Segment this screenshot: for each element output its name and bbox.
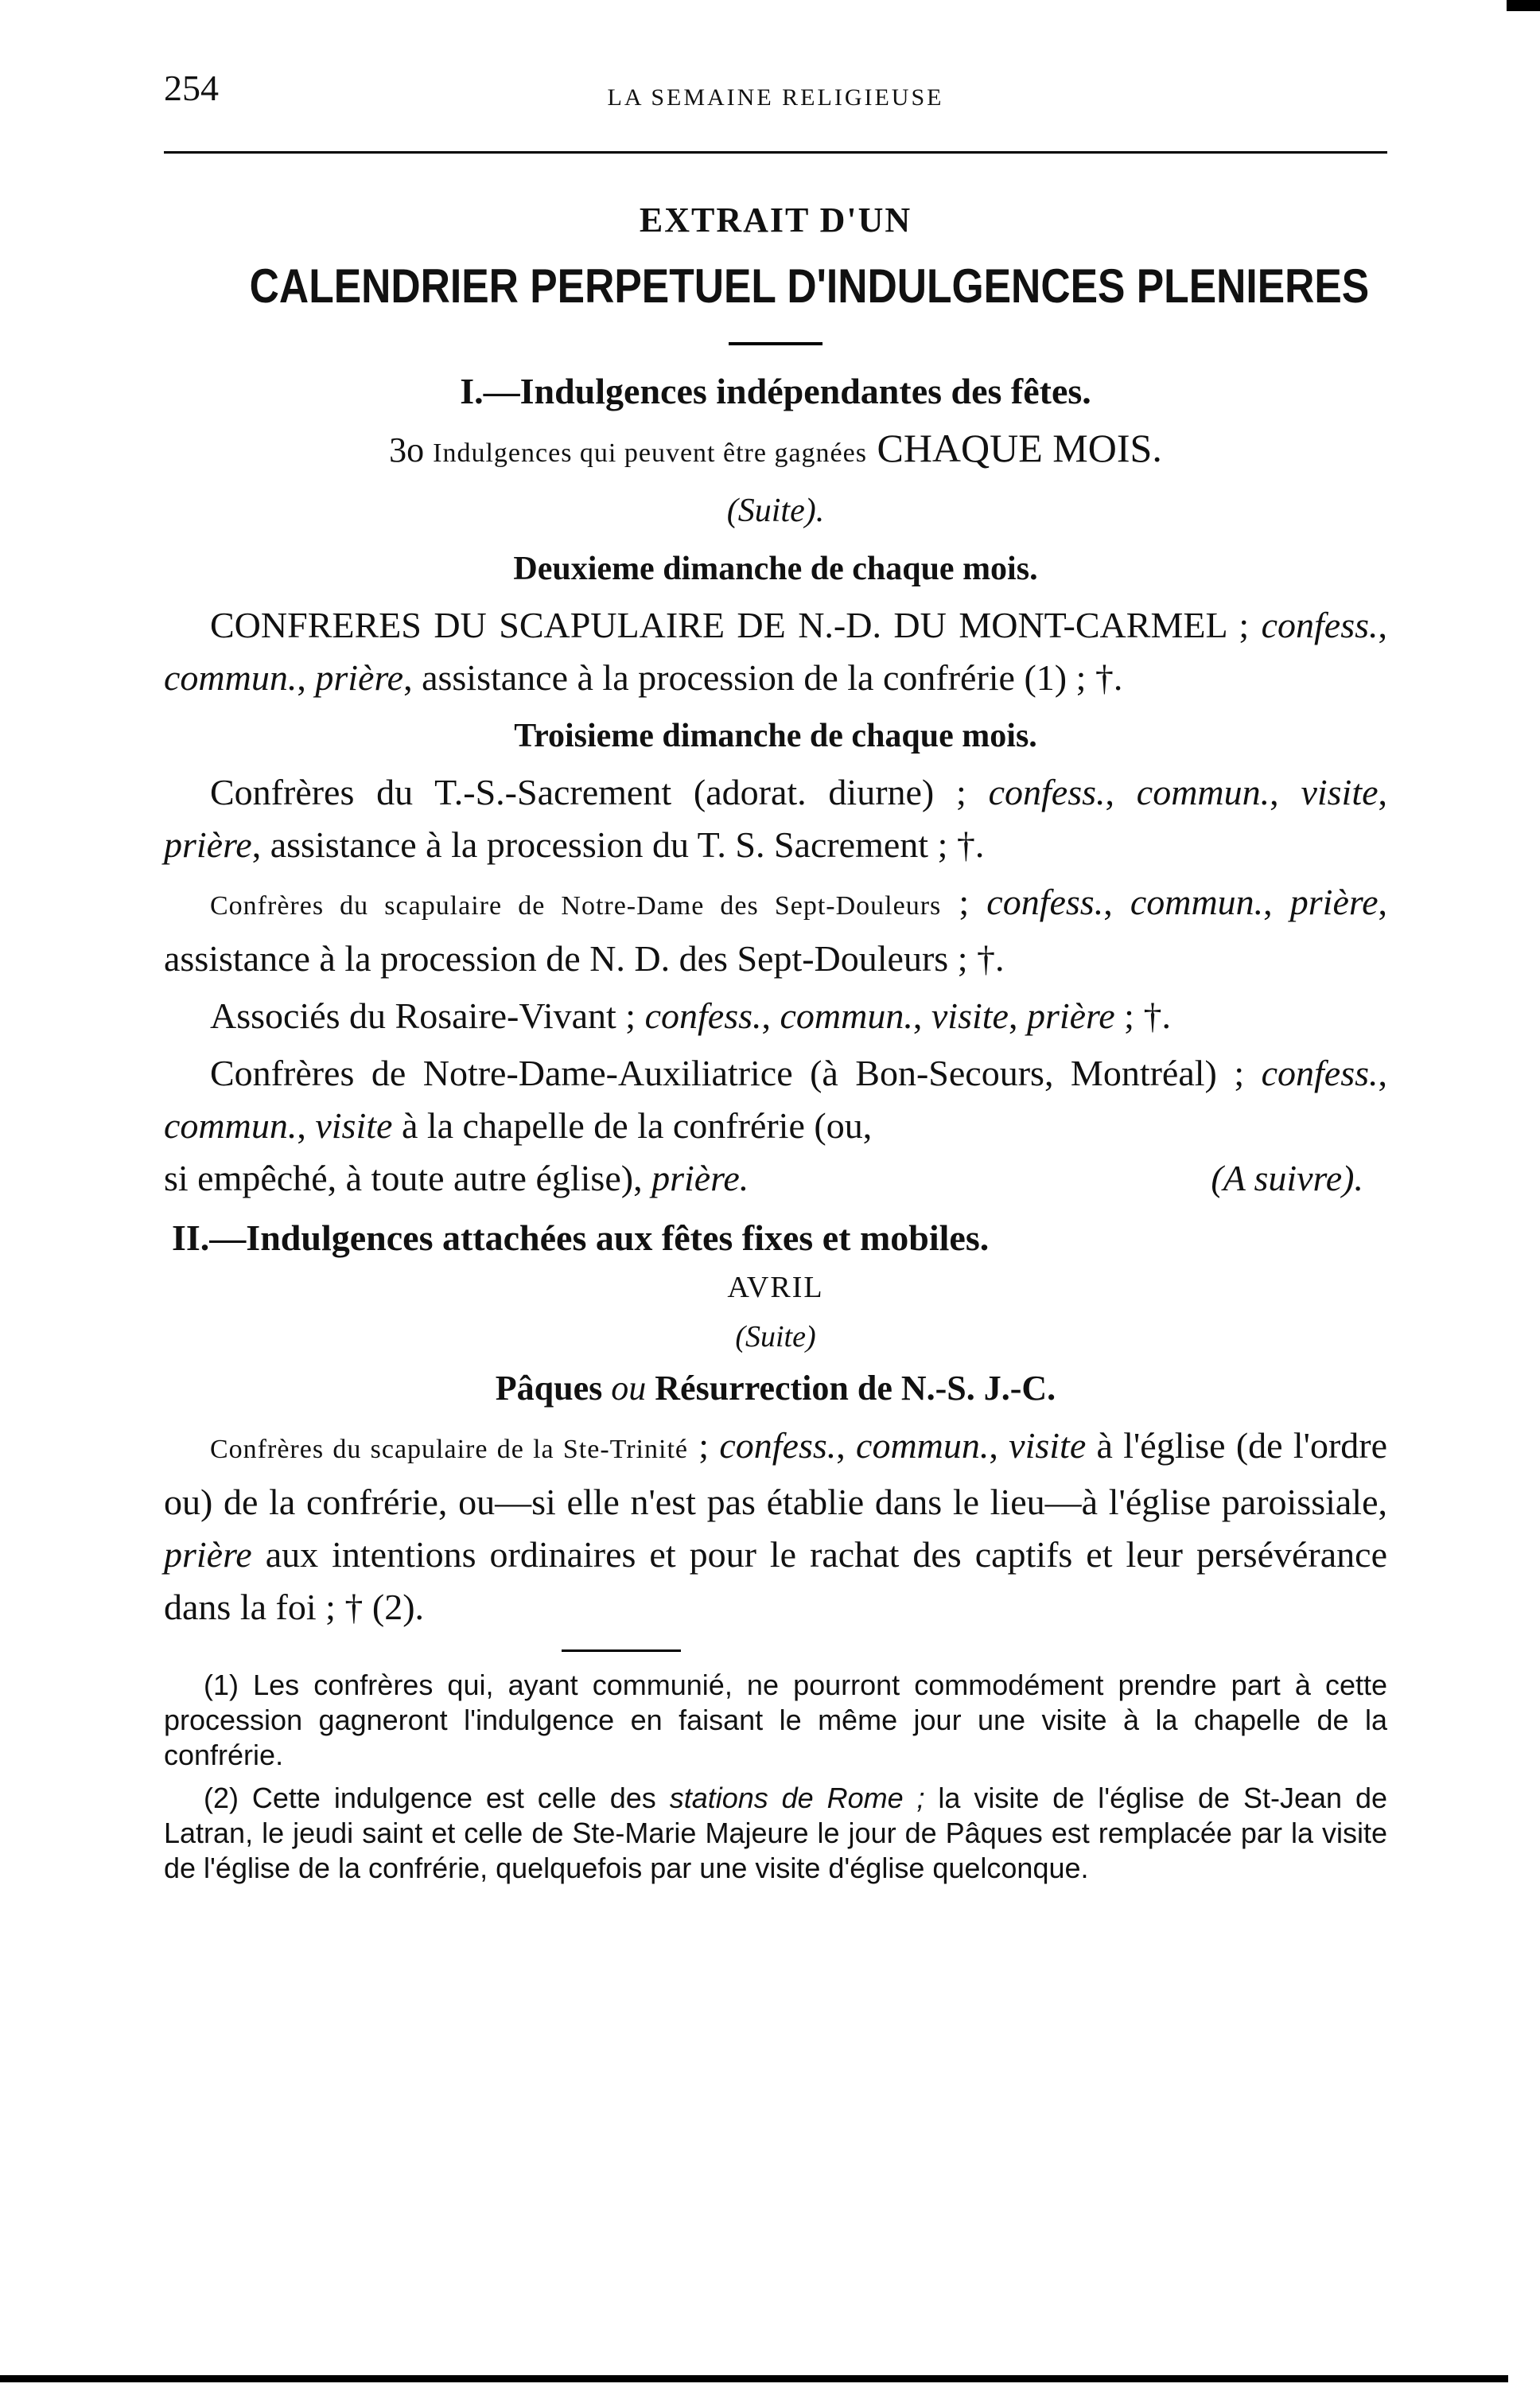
paragraph-auxiliatrice-last-line	[164, 1152, 1387, 1205]
text-italic: commun.	[780, 995, 913, 1036]
text: Confrères du T.-S.-Sacrement (adorat. diurne) ;	[210, 772, 989, 812]
text-italic: prière.	[651, 1158, 749, 1198]
paragraph-sacrement	[164, 766, 1387, 871]
text: Confrères de Notre-Dame-Auxiliatrice (à Bon-Secours, Montréal) ;	[210, 1053, 1262, 1093]
paragraph-auxiliatrice	[164, 1047, 1387, 1152]
text-italic: commun.	[1130, 882, 1264, 922]
text: ,	[1008, 995, 1027, 1036]
text: ,	[297, 657, 316, 698]
text: CONFRERES DU SCAPULAIRE DE N.-D. DU MONT-CARMEL ;	[210, 605, 1262, 645]
text-smallcaps: Confrères du scapulaire de la Ste-Trinité	[210, 1435, 688, 1464]
text-italic: visite	[1009, 1425, 1087, 1466]
text-italic: commun.	[856, 1425, 990, 1466]
text: ;	[941, 882, 987, 922]
running-title: LA SEMAINE RELIGIEUSE	[607, 84, 944, 111]
second-sunday-heading: Deuxieme dimanche de chaque mois.	[513, 551, 1038, 587]
text-italic: prière	[1026, 995, 1115, 1036]
text: Pâques	[495, 1369, 612, 1408]
text: ,	[1103, 882, 1130, 922]
text: ;	[687, 1425, 720, 1466]
text: ,	[1270, 772, 1301, 812]
extrait-heading: EXTRAIT D'UN	[639, 201, 912, 240]
text: ,	[1105, 772, 1137, 812]
text: ,	[1378, 772, 1388, 812]
text-smallcaps: Confrères du scapulaire de Notre-Dame des Sept-Douleurs	[210, 891, 942, 921]
text: ,	[761, 995, 780, 1036]
text: si empêché, à toute autre église),	[164, 1158, 652, 1198]
scan-corner-mark	[1507, 0, 1540, 11]
section-two-heading: II.—Indulgences attachées aux fêtes fixes et mobiles.	[172, 1217, 990, 1258]
section-one-heading: I.—Indulgences indépendantes des fêtes.	[460, 371, 1091, 411]
suite-label-2: (Suite)	[735, 1320, 816, 1353]
text-italic: commun.	[164, 657, 298, 698]
text-italic: prière	[164, 1534, 252, 1575]
title-divider	[729, 342, 822, 345]
text-italic: prière	[315, 657, 404, 698]
text: ,	[912, 995, 931, 1036]
text-italic: commun.	[164, 1105, 298, 1146]
suite-label: (Suite).	[726, 493, 825, 529]
text: , assistance à la procession du T. S. Sacrement ; †.	[251, 824, 985, 865]
text-italic: prière	[164, 824, 252, 865]
to-be-continued-note: (A suivre).	[1211, 1158, 1363, 1198]
text: (2) Cette indulgence est celle des	[204, 1782, 670, 1814]
subsection-heading	[164, 422, 1387, 480]
text: ,	[1263, 882, 1290, 922]
subsection-emphasis: CHAQUE MOIS.	[866, 426, 1162, 470]
text-italic: confess.	[986, 882, 1104, 922]
feast-heading	[164, 1362, 1387, 1415]
text: aux intentions ordinaires et pour le rachat des captifs et leur persévérance dans la foi ; † (2).	[164, 1534, 1387, 1627]
third-sunday-heading: Troisieme dimanche de chaque mois.	[514, 718, 1037, 754]
page-header	[164, 67, 1387, 123]
footnote-separator	[562, 1649, 681, 1652]
paragraph-rosaire	[164, 990, 1387, 1042]
paragraph-sept-douleurs	[164, 876, 1387, 985]
paragraph-mont-carmel	[164, 599, 1387, 704]
text-italic: visite	[1301, 772, 1379, 812]
text: Associés du Rosaire-Vivant ;	[210, 995, 645, 1036]
page-number: 254	[164, 68, 219, 108]
text: la visite de l'église de St-Jean de Latran, le jeudi saint et celle de Ste-Marie Majeure le jour de Pâques est remplacée par la visite de l'église de la confrérie, quelquefois par une visite d'église quelconque.	[164, 1782, 1387, 1884]
article	[164, 197, 1387, 1894]
text-italic: confess.	[644, 995, 762, 1036]
footnote-1: (1) Les confrères qui, ayant communié, ne pourront commodément prendre part à cette procession gagneront l'indulgence en faisant le même jour une visite à la chapelle de la confrérie.	[164, 1669, 1387, 1771]
text-italic: confess.	[1261, 605, 1379, 645]
text-italic: stations de Rome ;	[669, 1782, 925, 1814]
paragraph-trinite	[164, 1420, 1387, 1634]
header-rule	[164, 151, 1387, 154]
subsection-number: 3o	[389, 430, 434, 469]
text: ,	[1378, 1053, 1387, 1093]
text: à la chapelle de la confrérie (ou,	[392, 1105, 873, 1146]
text-italic: confess.	[719, 1425, 837, 1466]
text: , assistance à la procession de N. D. des Sept-Douleurs ; †.	[164, 882, 1387, 979]
footnote-2	[164, 1781, 1387, 1886]
month-heading: AVRIL	[727, 1271, 824, 1304]
text: ,	[836, 1425, 857, 1466]
text-italic: confess.	[988, 772, 1106, 812]
text-italic: visite	[931, 995, 1009, 1036]
text: ,	[1378, 605, 1387, 645]
text: Résurrection de N.-S. J.-C.	[646, 1369, 1056, 1408]
text: ; †.	[1114, 995, 1171, 1036]
main-title: CALENDRIER PERPETUEL D'INDULGENCES PLENIERES	[249, 259, 1370, 313]
text-italic: prière	[1289, 882, 1379, 922]
subsection-smallcaps: Indulgences qui peuvent être gagnées	[433, 438, 867, 468]
text: à l'église (de l'ordre ou) de la confrérie, ou—si elle n'est pas établie dans le lieu—à l'église paroissiale,	[164, 1425, 1388, 1522]
text-italic: ou	[611, 1369, 647, 1408]
text-italic: commun.	[1136, 772, 1270, 812]
text: ,	[989, 1425, 1009, 1466]
bottom-rule	[0, 2375, 1508, 2382]
text-italic: visite	[315, 1105, 393, 1146]
text: , assistance à la procession de la confrérie (1) ; †.	[403, 657, 1123, 698]
text: ,	[297, 1105, 316, 1146]
text-italic: confess.	[1261, 1053, 1379, 1093]
